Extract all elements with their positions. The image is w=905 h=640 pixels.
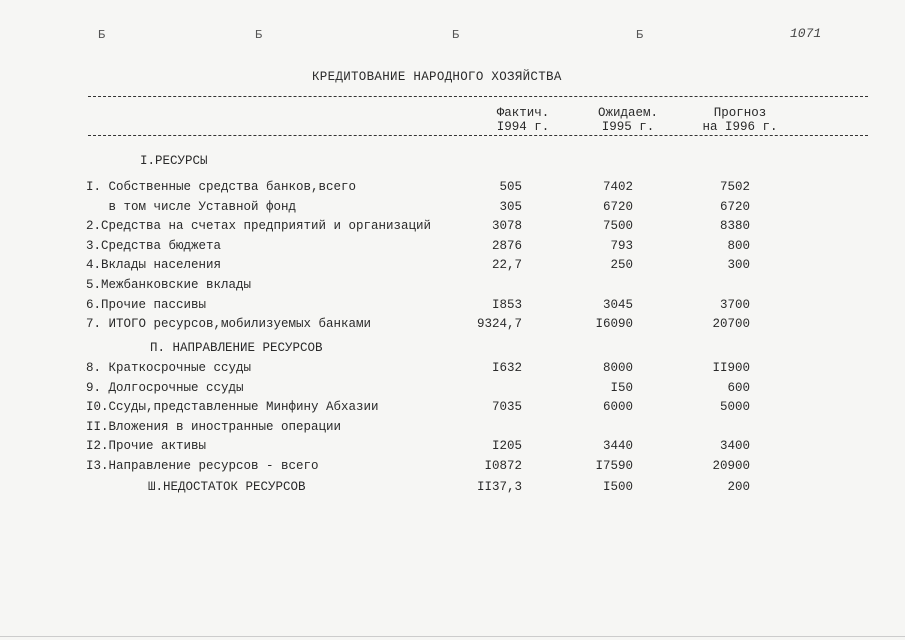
row-label: в том числе Уставной фонд [86, 199, 297, 214]
value-expected: 793 [610, 238, 633, 253]
stamp-mark: Б [98, 28, 106, 42]
row-label: I3.Направление ресурсов - всего [86, 459, 319, 473]
table-row [0, 180, 905, 198]
shortage-label: Ш.НЕДОСТАТОК РЕСУРСОВ [148, 480, 306, 494]
table-row [0, 439, 905, 457]
section-resources: I.РЕСУРСЫ [140, 154, 208, 168]
row-label: II.Вложения в иностранные операции [86, 419, 342, 434]
value-forecast: 3700 [719, 297, 750, 312]
table-row [0, 298, 905, 316]
value-forecast: II900 [712, 361, 750, 375]
row-label: 7. ИТОГО ресурсов,мобилизуемых банками [86, 317, 372, 332]
value-actual: 3078 [491, 219, 522, 234]
stamp-mark: Б [255, 28, 263, 42]
row-label: I0.Ссуды,представленные Минфину Абхазии [86, 400, 379, 415]
value-expected: I50 [610, 380, 633, 395]
value-actual: 7035 [491, 400, 522, 415]
row-label: I. Собственные средства банков,всего [86, 180, 357, 194]
value-expected: 6720 [602, 199, 633, 214]
value-actual: I0872 [484, 459, 522, 473]
value-actual: 9324,7 [476, 317, 522, 332]
table-row [0, 400, 905, 418]
value-forecast: 20700 [712, 317, 750, 332]
table-row [0, 219, 905, 237]
row-label: 8. Краткосрочные ссуды [86, 361, 252, 375]
value-actual: 2876 [491, 238, 522, 253]
document-title: КРЕДИТОВАНИЕ НАРОДНОГО ХОЗЯЙСТВА [312, 70, 562, 84]
row-label: 9. Долгосрочные ссуды [86, 380, 244, 395]
stamp-mark: Б [636, 28, 644, 42]
value-forecast: 8380 [719, 219, 750, 234]
page-number: 1071 [790, 26, 822, 41]
value-expected: 3045 [602, 297, 633, 312]
value-forecast: 600 [727, 380, 750, 395]
row-label: I2.Прочие активы [86, 439, 207, 454]
value-forecast: 800 [727, 238, 750, 253]
header-rule-top [88, 96, 868, 97]
table-row [0, 317, 905, 335]
table-row [0, 459, 905, 477]
row-label: 3.Средства бюджета [86, 238, 222, 253]
value-actual: I853 [491, 297, 522, 312]
shortage-forecast: 200 [727, 480, 750, 494]
value-expected: 3440 [602, 439, 633, 454]
value-expected: 8000 [602, 361, 633, 375]
value-expected: 250 [610, 258, 633, 273]
row-label: 2.Средства на счетах предприятий и организаций [86, 219, 432, 234]
value-expected: 6000 [602, 400, 633, 415]
value-forecast: 3400 [719, 439, 750, 454]
value-actual: I632 [491, 361, 522, 375]
value-actual: 505 [499, 180, 522, 194]
value-expected: I7590 [595, 459, 633, 473]
value-forecast: 20900 [712, 459, 750, 473]
value-forecast: 5000 [719, 400, 750, 415]
value-forecast: 6720 [719, 199, 750, 214]
stamp-mark: Б [452, 28, 460, 42]
table-row [0, 361, 905, 379]
shortage-row [0, 480, 905, 498]
value-expected: 7402 [602, 180, 633, 194]
value-actual: 22,7 [491, 258, 522, 273]
table-row [0, 381, 905, 399]
value-actual: I205 [491, 439, 522, 454]
row-label: 4.Вклады населения [86, 258, 222, 273]
page-edge [0, 636, 905, 637]
value-forecast: 300 [727, 258, 750, 273]
table-row [0, 258, 905, 276]
value-expected: 7500 [602, 219, 633, 234]
table-row [0, 200, 905, 218]
column-header-expected: Ожидаем. I995 г. [597, 106, 658, 134]
column-header-actual: Фактич. I994 г. [496, 106, 550, 134]
value-forecast: 7502 [719, 180, 750, 194]
row-label: 6.Прочие пассивы [86, 297, 207, 312]
shortage-expected: I500 [602, 480, 633, 494]
shortage-actual: II37,3 [476, 480, 522, 494]
table-row [0, 239, 905, 257]
table-row [0, 278, 905, 296]
value-actual: 305 [499, 199, 522, 214]
header-rule-bottom [88, 135, 868, 136]
table-row [0, 420, 905, 438]
column-header-forecast: Прогноз на I996 г. [702, 106, 778, 134]
section-allocation: П. НАПРАВЛЕНИЕ РЕСУРСОВ [150, 341, 323, 355]
value-expected: I6090 [595, 317, 633, 332]
row-label: 5.Межбанковские вклады [86, 278, 252, 292]
